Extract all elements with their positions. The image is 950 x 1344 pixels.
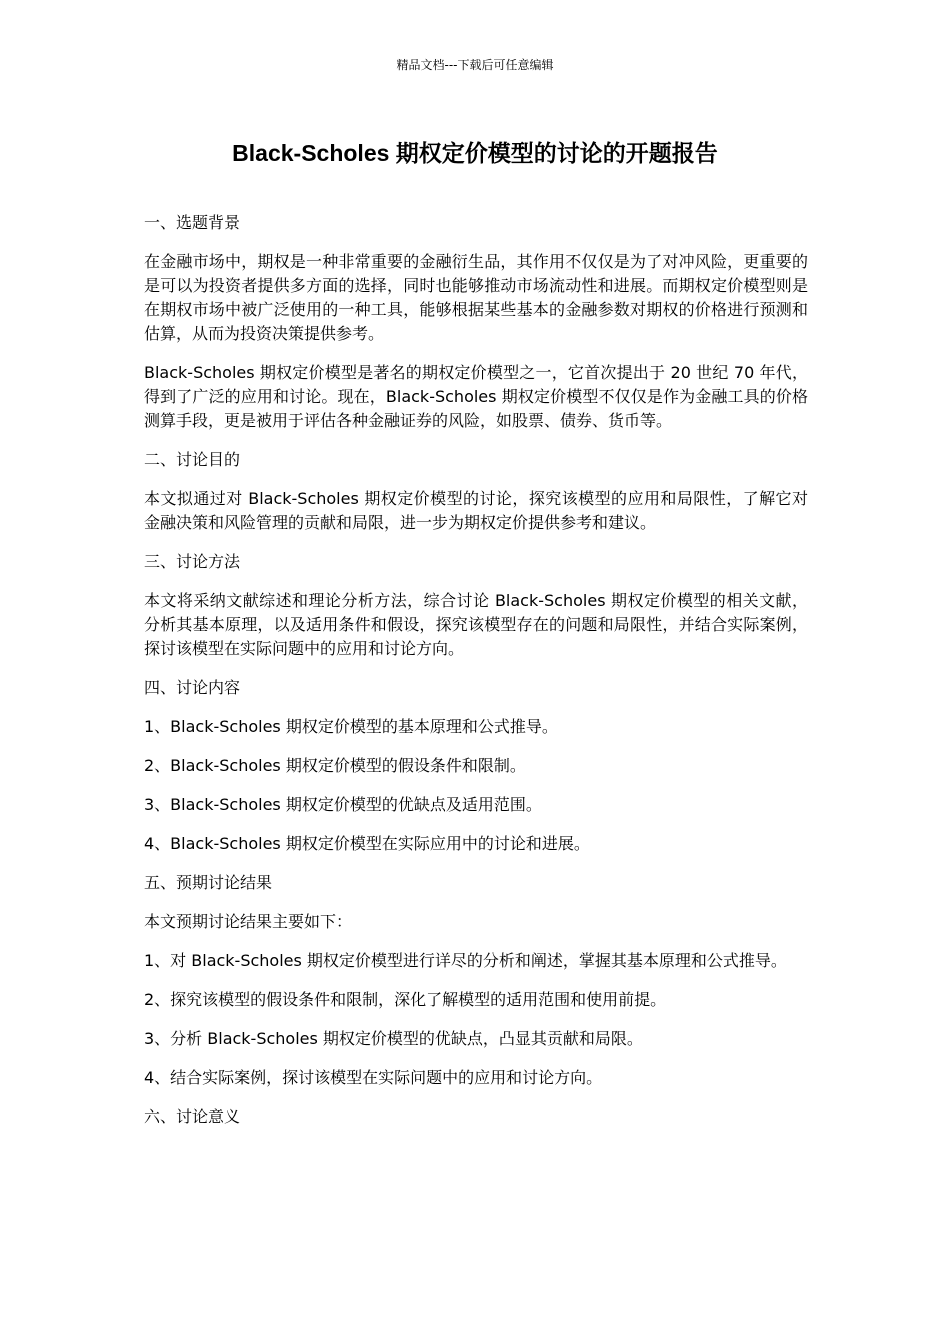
content-list-item: 4、Black-Scholes 期权定价模型在实际应用中的讨论和进展。 xyxy=(144,834,590,853)
paragraph-background-1: 在金融市场中，期权是一种非常重要的金融衍生品，其作用不仅仅是为了对冲风险，更重要的是可以为投资者提供多方面的选择，同时也能够推动市场流动性和进展。而期权定价模型则是在期权市场中被广泛使用的一种工具，能够根据某些基本的金融参数对期权的价格进行预测和估算，从而为投资决策提供参考。 xyxy=(144,252,808,343)
document-body xyxy=(144,211,808,1144)
content-list-item: 2、Black-Scholes 期权定价模型的假设条件和限制。 xyxy=(144,756,526,775)
section-heading-background: 一、选题背景 xyxy=(144,213,241,232)
document-title: Black-Scholes 期权定价模型的讨论的开题报告 xyxy=(232,140,718,166)
paragraph-background-2: Black-Scholes 期权定价模型是著名的期权定价模型之一，它首次提出于 20 世纪 70 年代，得到了广泛的应用和讨论。现在，Black-Scholes 期权定价模型不仅仅是作为金融工具的价格测算手段，更是被用于评估各种金融证券的风险，如股票、债券、货币等。 xyxy=(144,363,808,430)
expected-results-list-item: 1、对 Black-Scholes 期权定价模型进行详尽的分析和阐述，掌握其基本原理和公式推导。 xyxy=(144,951,787,970)
section-heading-content: 四、讨论内容 xyxy=(144,678,241,697)
expected-results-list-item: 2、探究该模型的假设条件和限制，深化了解模型的适用范围和使用前提。 xyxy=(144,990,667,1009)
paragraph-method: 本文将采纳文献综述和理论分析方法，综合讨论 Black-Scholes 期权定价模型的相关文献，分析其基本原理，以及适用条件和假设，探究该模型存在的问题和局限性，并结合实际案例，探讨该模型在实际问题中的应用和讨论方向。 xyxy=(144,591,808,658)
section-heading-purpose: 二、讨论目的 xyxy=(144,450,241,469)
section-heading-method: 三、讨论方法 xyxy=(144,552,241,571)
paragraph-purpose: 本文拟通过对 Black-Scholes 期权定价模型的讨论，探究该模型的应用和局限性，了解它对金融决策和风险管理的贡献和局限，进一步为期权定价提供参考和建议。 xyxy=(144,489,808,532)
section-heading-significance: 六、讨论意义 xyxy=(144,1107,241,1126)
section-heading-expected-results: 五、预期讨论结果 xyxy=(144,873,273,892)
expected-results-list-item: 3、分析 Black-Scholes 期权定价模型的优缺点，凸显其贡献和局限。 xyxy=(144,1029,643,1048)
content-list-item: 1、Black-Scholes 期权定价模型的基本原理和公式推导。 xyxy=(144,717,558,736)
expected-results-list-item: 4、结合实际案例，探讨该模型在实际问题中的应用和讨论方向。 xyxy=(144,1068,603,1087)
page-header-note: 精品文档---下载后可任意编辑 xyxy=(396,58,554,72)
paragraph-expected-results-intro: 本文预期讨论结果主要如下： xyxy=(144,912,353,931)
content-list-item: 3、Black-Scholes 期权定价模型的优缺点及适用范围。 xyxy=(144,795,542,814)
